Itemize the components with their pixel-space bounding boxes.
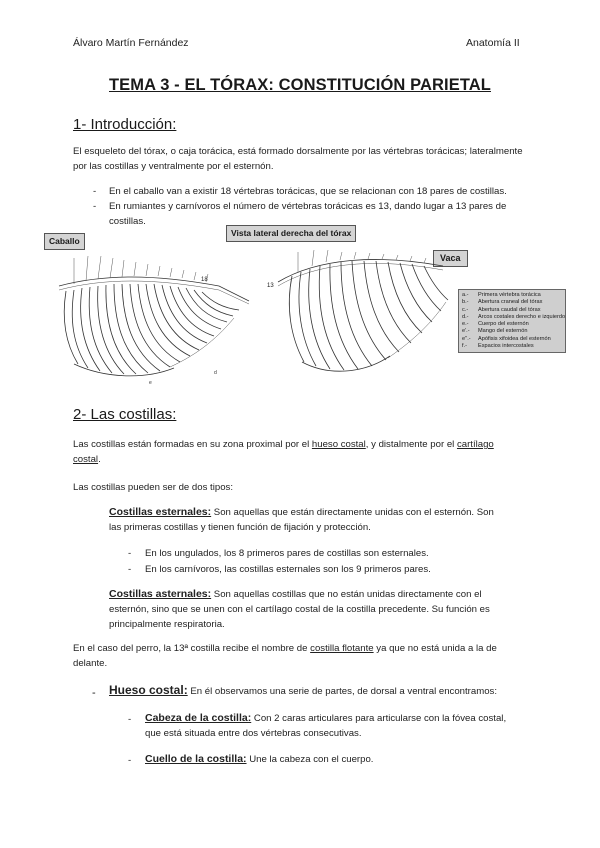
bullet-ungulados: En los ungulados, los 8 primeros pares de costillas son esternales. — [145, 548, 429, 559]
svg-text:e: e — [149, 380, 152, 386]
bullet-dash: - — [93, 201, 97, 212]
section2-heading: 2- Las costillas: — [73, 406, 177, 423]
legend-item: e''.- Apófisis xifoidea del esternón — [462, 335, 551, 342]
intro-paragraph: El esqueleto del tórax, o caja torácica, está formado dorsalmente por las vértebras torácicas; lateralmente por las costillas y ventralmente por el esternón. — [73, 146, 523, 172]
esternales-block: Costillas esternales: Son aquellas que están directamente unidas con el esternón. Son las primeras costillas y tienen función de fijación y protección. — [109, 506, 494, 533]
bullet-dash: - — [128, 755, 132, 766]
figure-legend — [458, 289, 566, 353]
hueso-costal-title: Hueso costal: — [109, 683, 188, 697]
bullet-dash: - — [128, 564, 132, 575]
cuello-title: Cuello de la costilla: — [145, 753, 247, 765]
bullet-horse: En el caballo van a existir 18 vértebras torácicas, que se relacionan con 18 pares de costillas. — [109, 186, 507, 197]
cuello-block: Cuello de la costilla: Une la cabeza con el cuerpo. — [145, 753, 374, 765]
cow-rib-number: 13 — [267, 283, 274, 289]
label-vaca: Vaca — [433, 250, 468, 267]
term-cartilago: cartílago — [456, 439, 494, 450]
cabeza-title: Cabeza de la costilla: — [145, 712, 252, 724]
header-course: Anatomía II — [466, 37, 520, 49]
esternales-title: Costillas esternales: — [109, 506, 212, 518]
legend-item: f.- Espacios intercostales — [462, 343, 534, 350]
term-costal: costal — [73, 454, 99, 465]
section1-heading: 1- Introducción: — [73, 116, 177, 133]
bullet-carnivoros: En los carnívoros, las costillas esternales son los 9 primeros pares. — [145, 564, 431, 575]
bullet-ruminants: En rumiantes y carnívoros el número de vértebras torácicas es 13, dando lugar a 13 pares de costillas. — [109, 201, 507, 227]
legend-item: b.- Abertura craneal del tórax — [462, 299, 543, 306]
costillas-paragraph: Las costillas están formadas en su zona proximal por el hueso costal, y distalmente por el cartílago costal. — [73, 439, 494, 465]
legend-item: e.- Cuerpo del esternón — [462, 321, 529, 328]
svg-text:d: d — [214, 370, 217, 376]
asternales-title: Costillas asternales: — [109, 588, 212, 600]
legend-item: c.- Abertura caudal del tórax — [462, 306, 541, 313]
bullet-dash: - — [93, 186, 97, 197]
term-costilla-flotante: costilla flotante — [310, 643, 374, 654]
types-intro: Las costillas pueden ser de dos tipos: — [73, 482, 233, 493]
bullet-dash: - — [128, 548, 132, 559]
figure-caption: Vista lateral derecha del tórax — [226, 225, 356, 242]
bullet-dash: - — [92, 687, 96, 699]
term-hueso-costal: hueso costal — [311, 439, 366, 450]
horse-rib-number: 18 — [201, 277, 208, 283]
perro-paragraph: En el caso del perro, la 13ª costilla recibe el nombre de costilla flotante ya que no está unida a la de delante. — [73, 643, 497, 669]
bullet-dash: - — [128, 714, 132, 725]
legend-item: a.- Primera vértebra torácica — [462, 292, 541, 298]
cow-thorax-illustration — [268, 244, 458, 384]
page-title: TEMA 3 - EL TÓRAX: CONSTITUCIÓN PARIETAL — [109, 76, 491, 94]
legend-item: e'.- Mango del esternón — [462, 328, 528, 335]
header-author: Álvaro Martín Fernández — [73, 37, 189, 49]
hueso-costal-block: Hueso costal: En él observamos una serie de partes, de dorsal a ventral encontramos: — [109, 683, 497, 697]
horse-thorax-illustration — [44, 246, 259, 386]
legend-item: d.- Arcos costales derecho e izquierdo — [462, 313, 566, 320]
asternales-block: Costillas asternales: Son aquellas costillas que no están unidas directamente con el esternón, sino que se unen con el cartílago costal de la costilla precedente. Su función es principalmente respiratoria. — [109, 588, 490, 630]
cabeza-block: Cabeza de la costilla: Con 2 caras articulares para articularse con la fóvea costal, que está situada entre dos vértebras consecutivas. — [145, 712, 507, 739]
label-caballo: Caballo — [44, 233, 85, 250]
